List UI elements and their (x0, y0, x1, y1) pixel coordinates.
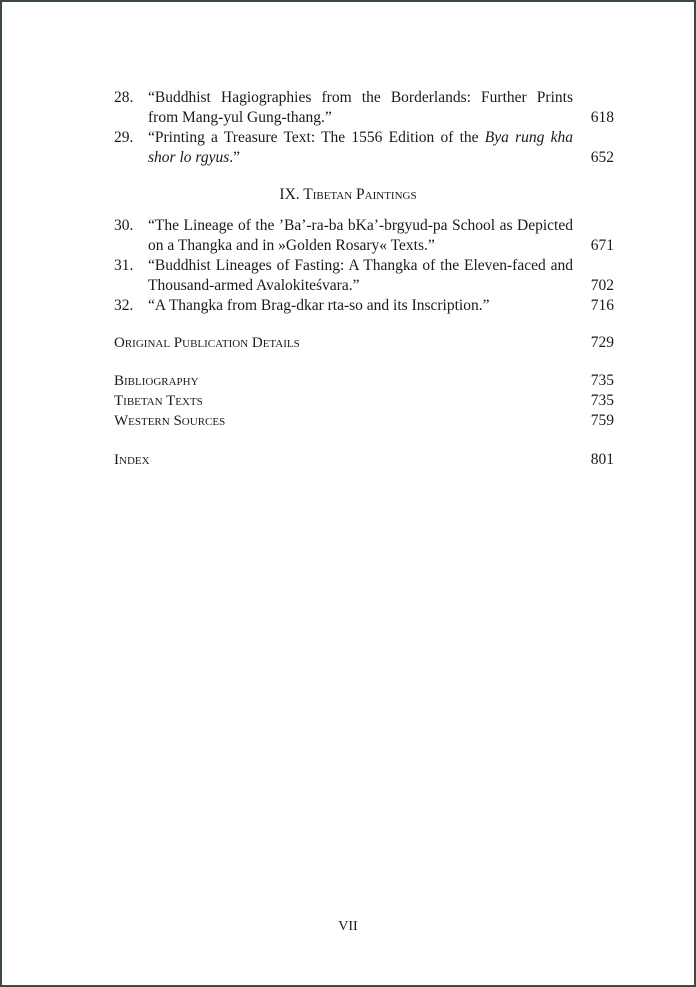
entry-number: 28. (114, 89, 134, 106)
tibetan-texts-label: Tibetan Texts (114, 393, 203, 409)
entry-title-line-1: “A Thangka from Brag-dkar rta-so and its Inscription.” (148, 297, 490, 314)
entry-page-30: 671 (590, 237, 614, 254)
entry-page-28: 618 (590, 109, 614, 126)
entry-title-line-2: Thousand-armed Avalokiteśvara.” (148, 277, 360, 294)
entry-number: 32. (114, 297, 134, 314)
western-sources-label: Western Sources (114, 413, 226, 429)
entry-title-italic: Bya rung kha (484, 129, 573, 146)
entry-title (148, 296, 573, 316)
original-publication-details-page: 729 (590, 334, 614, 351)
western-sources-page: 759 (590, 412, 614, 429)
section-heading: IX. Tibetan Paintings (279, 186, 417, 203)
entry-title-text: .” (229, 149, 241, 166)
original-publication-details-label: Original Publication Details (114, 335, 300, 351)
entry-page-31: 702 (590, 277, 614, 294)
entry-page-32: 716 (590, 297, 614, 314)
page-folio: VII (338, 919, 358, 934)
entry-title-line-1 (148, 128, 573, 148)
entry-title (148, 256, 573, 296)
entry-title (148, 128, 573, 168)
entry-number: 31. (114, 257, 134, 274)
entry-title-line-2 (148, 148, 573, 168)
entry-title-line-2: on a Thangka and in »Golden Rosary« Texts.” (148, 237, 435, 254)
tibetan-texts-page: 735 (590, 392, 614, 409)
entry-title-line-1: “Buddhist Hagiographies from the Borderlands: Further Prints (148, 89, 573, 106)
entry-number: 30. (114, 217, 134, 234)
document-page (2, 2, 694, 985)
index-label: Index (114, 452, 150, 468)
index-page: 801 (590, 451, 614, 468)
entry-page-29: 652 (590, 149, 614, 166)
entry-title (148, 216, 573, 256)
entry-title-line-2: from Mang-yul Gung-thang.” (148, 109, 332, 126)
entry-title (148, 88, 573, 128)
entry-title-text: “Printing a Treasure Text: The 1556 Edition of the (148, 129, 485, 146)
bibliography-label: Bibliography (114, 373, 199, 389)
entry-title-line-1: “The Lineage of the ’Ba’-ra-ba bKa’-brgyud-pa School as Depicted (148, 217, 573, 234)
entry-title-italic: shor lo rgyus (148, 149, 230, 166)
entry-number: 29. (114, 129, 134, 146)
bibliography-page: 735 (590, 372, 614, 389)
entry-title-line-1: “Buddhist Lineages of Fasting: A Thangka of the Eleven-faced and (148, 257, 573, 274)
